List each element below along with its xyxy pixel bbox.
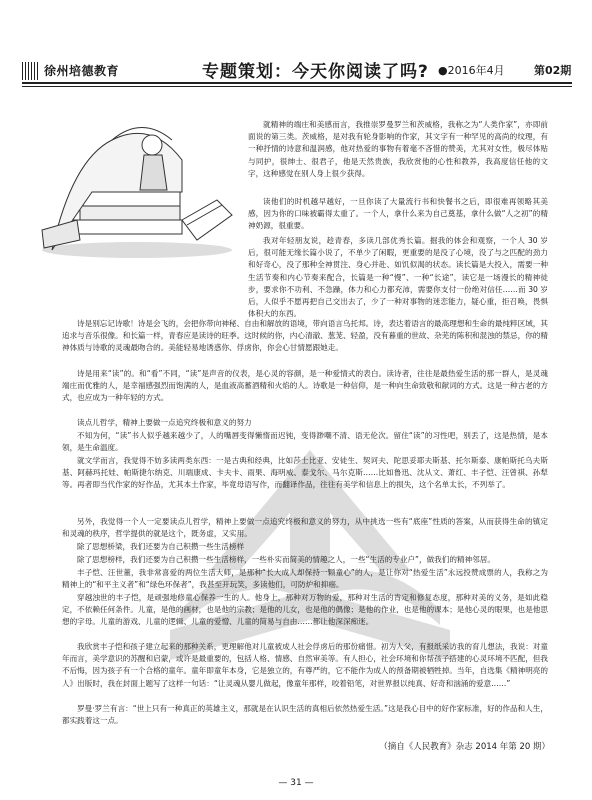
article-paragraph: 诗是用来“读”的。和“看”不同，“读”是声音的仪表，是心灵的容颜，是一种爱情式的表白。读诗者，往往是最热爱生活的那一群人，是灵魂端庄而优雅的人，是幸福感强烈而饱满的人，是血液高蓄酒精和火焰的人。诗歌是一种信仰，是一种向生命致敬和献词的方式。这是一种古老的方式，也应成为一种年轻的方式。 — [62, 369, 548, 403]
article-paragraph: 就精神的端庄和美感而言，我推崇罗曼罗兰和茨威格，我称之为“人类作家”，亦即前面说的第三类。茨威格，是对我有轮身影响的作家，其文字有一种罕见的高尚的纹理，有一种抒情的诗意和温润感，他对热爱的事物有着毫不吝惜的赞美，尤其对女性，极尽体贴与同护，很绅士、很君子，他是天然贵族，我欣赏他的心性和教养，我高度信任他的文字，这种感觉在别人身上很少获得。 — [248, 120, 548, 178]
article-paragraph: 不知为何，“读”书人似乎越来越少了，人的嘴唇变得懒惰而迟钝，变得渺嘲不清、语无伦次。留住“读”的习性吧，别丢了，这是热情，是本领，是生命温度。 — [62, 431, 548, 453]
source-citation: （摘自《人民教育》杂志 2014 年第 20 期） — [379, 742, 550, 752]
article-paragraph: 我对年轻朋友说，趁青春，多读几部优秀长篇。掘我的体会和观察，一个人 30 岁后，很可能无缘长篇小说了，不单少了闲暇，更重要的是没了心境，没了与之匹配的劲力和好奇心，没了那种全神贯注、身心并赴、如饥似渴的状态。读长篇是大投入，需要一种生活节奏和内心节奏来配合，长篇是一种“慢”、一种“长途”，读它是一场漫长的精神徒步，要求你不功利、不急躁，体力和心力都充沛，需要你支付一份绝对信任……而 30 岁后，人似乎不愿再把自己交出去了，少了一种对事物的迷恋能力，疑心重，拒召唤，畏惧体积大的东西。 — [248, 236, 548, 319]
article-paragraph: 诗是别忘记诗歌！诗是会飞的，会把你带向神秘、自由和解放的语境，带向语言乌托邦。诗，表达着语言的最高理想和生命的最纯粹区域，其追求与音乐很像。和长篇一样，青春应是读诗的旺季。这时候的你，内心清澈、葱茏、轻盈，没有暮重的世故、杂芜的陈积和混浊的禁忌，你的精神体质与诗歌的灵魂最吻合的。美能轻易地诱惑你、俘虏你，你会心甘情愿跟她走。 — [62, 319, 548, 353]
article-paragraph: 我欣赏丰子恺和孩子建立起来的那种关系，更理解他对儿童被成人社会俘虏后的那份痛惜。初为人父，有报纸采访我的育儿想法，我说：对童年而言，美学意识的苏醒和启蒙，或许是最重要的，包括人格、情感、自然审美等。有人担心，社会环境和你帮孩子搭建的心灵环境不匹配，但我不后悔，因为孩子有一个合格的童年。童年即童年本身，它是独立的，有尊严的，它不能作为成人的预备期被牺牲掉。当年，自选集《精神明亮的人》出版时，我在封面上题写了这样一句话：“让灵魂从婴儿做起，像童年那样，咬着铅笔，对世界报以纯真、好奇和汹涌的爱意……” — [62, 642, 548, 688]
article-paragraph: 除了思想榜样，我们还要为自己积攒一些生活榜样，一些朴实而简美的情趣之人，一些“生活的专业户”，做我们的精神邻居。 — [77, 555, 495, 564]
section-heading: 除了思想桥梁，我们还要为自己积攒一些生活榜样 — [77, 542, 245, 551]
article-paragraph: 穿越浊世的丰子恺，是顽强地修童心保养一生的人。他身上，那种对万物的爱，那种对生活的肯定和修复态度，那种对美的义务，是如此稳定，不依赖任何条件。儿童，是他的画材，也是他的宗教；是他的儿女，也是他的偶像；是他的作业，也是他的课本；是他心灵的眼果，也是他思想的字母。儿童的游戏、儿童的逻辑、儿童的爱憎、儿童的简易与自由……都让他深深痴迷。 — [62, 593, 548, 627]
article-paragraph: 丰子恺、汪世董，我非常喜爱的两位生活大师，是那种“长大成人却保持一颗童心”的人，是让你对“热爱生活”永远投赞成票的人，我称之为精神上的“和平主义者”和“绿色环保者”，我甚至开玩笑，多读他们，可防炉和抑癌。 — [62, 568, 548, 590]
article-paragraph: 另外，我觉得一个人一定要读点儿哲学，精神上要做一点追究终极和意义的努力，从中挑选一些有“底座”性质的答案，从而获得生命的镇定和灵魂的秩序，哲学提供的就是这个，既务虚，又实用。 — [62, 517, 548, 539]
section-topic-title: 专题策划：今天你阅读了吗? — [202, 62, 429, 82]
section-heading: 读点儿哲学，精神上要做一点追究终极和意义的努力 — [77, 418, 252, 427]
page-number: — 31 — — [278, 778, 314, 788]
article-paragraph: 就文学而言，我觉得不妨多读两类东西：一是古典和经典，比如莎士比亚、安徒生、契诃夫、陀思妥耶夫斯基、托尔斯泰、康帕斯托乌夫斯基、阿赫玛托娃、帕斯捷尔纳克、川端康成、卡夫卡、雨果、海明威、泰戈尔、马尔克斯……比如鲁迅、沈从文、萧红、丰子恺、汪曾祺、孙犁等。再者即当代作家的好作品，尤其本土作家，毕竟母语写作，而翻译作品，往往有美学和信息上的损失，这个名单太长，不列举了。 — [62, 456, 548, 490]
article-paragraph: 罗曼·罗兰有言：“世上只有一种真正的英雄主义，那就是在认识生活的真相后依然热爱生活。”这是我心目中的好作家标准，好的作品和人生，都实践着这一点。 — [62, 704, 548, 726]
issue-number: 第02期 — [534, 64, 572, 77]
article-paragraph: 读他们的时机越早越好，一旦你读了大量流行书和快餐书之后，即很难再领略其美感，因为你的口味被霸得太重了。一个人，拿什么来为自己奠基，拿什么做“人之初”的精神奶源，很重要。 — [248, 197, 548, 231]
issue-date: ●2016年4月 — [438, 64, 505, 77]
publication-name: 徐州培德教育 — [44, 64, 120, 78]
